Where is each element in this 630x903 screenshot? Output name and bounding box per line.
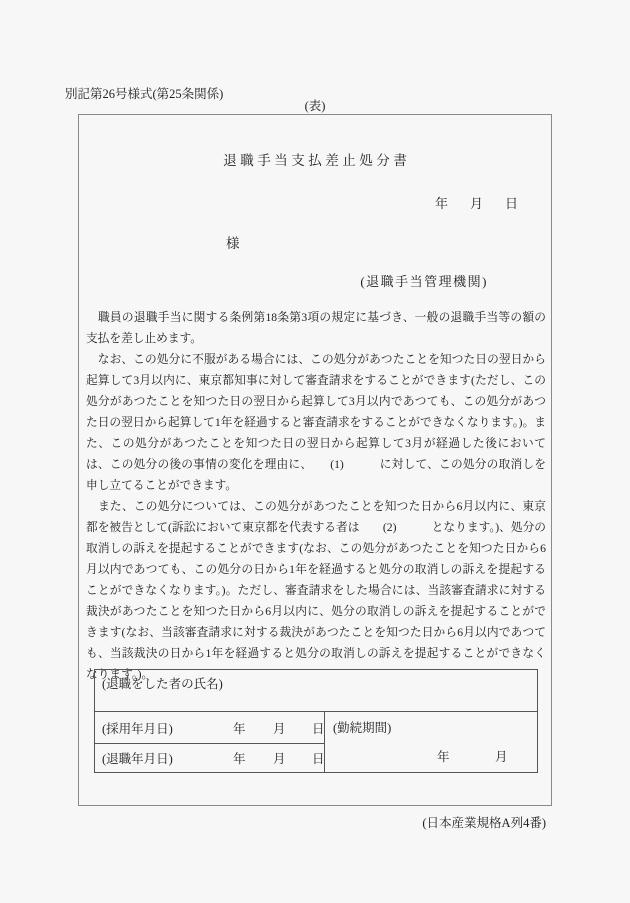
service-year-label: 年 xyxy=(437,750,450,764)
addressee-honorific: 様 xyxy=(226,236,240,251)
body-paragraph-1: 職員の退職手当に関する条例第18条第3項の規定に基づき、一般の退職手当等の額の支払を差し止めます。 xyxy=(86,311,546,345)
hire-date-row xyxy=(95,712,324,744)
hire-day-label: 日 xyxy=(312,721,325,736)
retire-year-label: 年 xyxy=(233,752,246,766)
form-style-number: 別記第26号様式(第25条関係) xyxy=(65,87,224,101)
document-border-box xyxy=(78,114,552,806)
hire-month-label: 月 xyxy=(273,721,286,736)
service-period-label: (勤続期間) xyxy=(333,721,392,735)
paper-size-note: (日本産業規格A列4番) xyxy=(422,816,546,830)
retire-day-label: 日 xyxy=(312,752,325,766)
retire-month-label: 月 xyxy=(273,752,286,766)
retiree-name-cell xyxy=(95,670,537,712)
retiree-name-label: (退職をした者の氏名) xyxy=(102,677,223,691)
date-month-label: 月 xyxy=(469,196,483,211)
service-period-cell xyxy=(325,712,537,772)
side-label: (表) xyxy=(304,99,326,113)
hire-date-label: (採用年月日) xyxy=(102,721,173,736)
issuer-label: (退職手当管理機関) xyxy=(360,274,488,289)
date-day-label: 日 xyxy=(504,196,518,211)
retire-date-row xyxy=(95,744,324,772)
retiree-table-lower-rows xyxy=(95,712,537,772)
body-paragraph-2: なお、この処分に不服がある場合には、この処分があつたことを知つた日の翌日から起算して3月以内に、東京都知事に対して審査請求をすることができます(ただし、この処分があつたことを知つた日の翌日から起算して3月以内であつても、この処分があつた日の翌日から起算して1年を経過すると審査請求をすることができなくなります。)。また、この処分があつたことを知つた日の翌日から起算して3月が経過した後においては、この処分の後の事情の変化を理由に、 (1) に対して、この処分の取消しを申し立てることができます。 xyxy=(86,353,546,492)
hire-year-label: 年 xyxy=(233,721,246,736)
document-title: 退職手当支払差止処分書 xyxy=(223,153,411,168)
date-line xyxy=(435,193,518,212)
body-text xyxy=(86,307,546,685)
body-paragraph-3: また、この処分については、この処分があつたことを知つた日から6月以内に、東京都を被告として(訴訟において東京都を代表する者は (2) となります。)、処分の取消しの訴えを提起することができます(なお、この処分があつたことを知つた日から6月以内であつても、この処分の日から1年を経過すると処分の取消しの訴えを提起することができなくなります。)。ただし、審査請求をした場合には、当該審査請求に対する裁決があつたことを知つた日から6月以内に、処分の取消しの訴えを提起することができます(なお、当該審査請求に対する裁決があつたことを知つた日から6月以内であつても、当該裁決の日から1年を経過すると処分の取消しの訴えを提起することができなくなります。)。 xyxy=(86,500,546,681)
date-rows-column xyxy=(95,712,325,772)
retiree-table xyxy=(94,669,538,773)
service-month-label: 月 xyxy=(495,750,508,764)
date-year-label: 年 xyxy=(434,196,448,211)
retire-date-label: (退職年月日) xyxy=(102,752,173,766)
